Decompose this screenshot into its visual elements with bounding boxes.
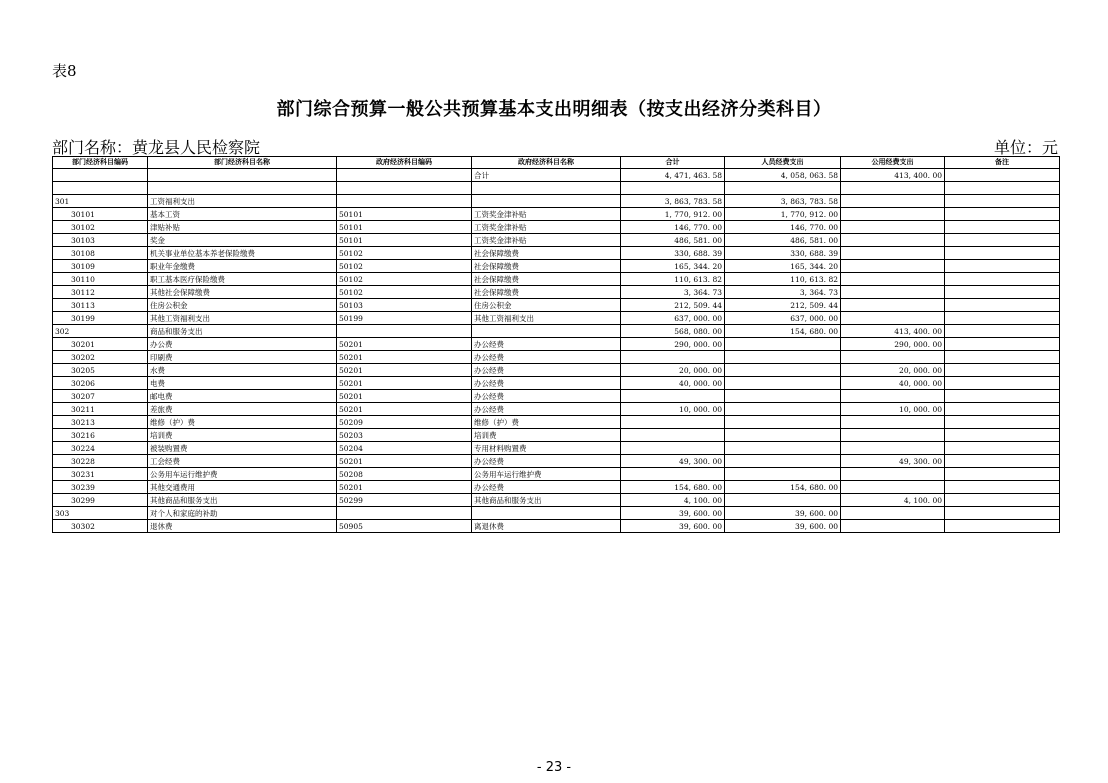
public-cell: [841, 416, 945, 429]
dept-name-cell: 公务用车运行维护费: [148, 468, 337, 481]
gov-name-cell: 社会保障缴费: [472, 260, 621, 273]
dept-code-cell: 30231: [53, 468, 148, 481]
gov-code-cell: 50102: [337, 247, 472, 260]
total-cell: [621, 468, 725, 481]
public-cell: 413, 400. 00: [841, 169, 945, 182]
public-cell: 40, 000. 00: [841, 377, 945, 390]
dept-name-cell: 邮电费: [148, 390, 337, 403]
total-cell: 568, 080. 00: [621, 325, 725, 338]
public-cell: 49, 300. 00: [841, 455, 945, 468]
total-cell: 154, 680. 00: [621, 481, 725, 494]
personnel-cell: [725, 494, 841, 507]
remarks-cell: [945, 351, 1060, 364]
remarks-cell: [945, 520, 1060, 533]
personnel-cell: 1, 770, 912. 00: [725, 208, 841, 221]
dept-code-cell: [53, 169, 148, 182]
personnel-cell: 110, 613. 82: [725, 273, 841, 286]
dept-name-cell: 工会经费: [148, 455, 337, 468]
remarks-cell: [945, 390, 1060, 403]
dept-name-cell: 奖金: [148, 234, 337, 247]
personnel-cell: [725, 377, 841, 390]
gov-name-cell: [472, 507, 621, 520]
expenditure-table: [52, 156, 1060, 533]
gov-code-cell: [337, 325, 472, 338]
col-header-personnel: 人员经费支出: [725, 157, 841, 169]
public-cell: [841, 182, 945, 195]
public-cell: [841, 247, 945, 260]
unit-label: 单位：元: [993, 138, 1058, 157]
col-header-gov-name: 政府经济科目名称: [472, 157, 621, 169]
gov-code-cell: [337, 169, 472, 182]
total-cell: [621, 416, 725, 429]
dept-name-cell: 其他交通费用: [148, 481, 337, 494]
gov-name-cell: 离退休费: [472, 520, 621, 533]
public-cell: [841, 312, 945, 325]
personnel-cell: [725, 442, 841, 455]
remarks-cell: [945, 182, 1060, 195]
remarks-cell: [945, 221, 1060, 234]
remarks-cell: [945, 455, 1060, 468]
gov-code-cell: 50101: [337, 208, 472, 221]
gov-name-cell: 办公经费: [472, 390, 621, 403]
table-row: [53, 273, 1060, 286]
table-row: [53, 325, 1060, 338]
gov-name-cell: 办公经费: [472, 364, 621, 377]
gov-code-cell: [337, 195, 472, 208]
gov-code-cell: 50201: [337, 351, 472, 364]
dept-name-cell: 退休费: [148, 520, 337, 533]
total-cell: [621, 351, 725, 364]
total-cell: [621, 182, 725, 195]
table-row: [53, 312, 1060, 325]
personnel-cell: [725, 416, 841, 429]
total-cell: [621, 429, 725, 442]
public-cell: [841, 481, 945, 494]
public-cell: 4, 100. 00: [841, 494, 945, 507]
total-cell: 637, 000. 00: [621, 312, 725, 325]
public-cell: 10, 000. 00: [841, 403, 945, 416]
personnel-cell: [725, 390, 841, 403]
gov-name-cell: 办公经费: [472, 481, 621, 494]
public-cell: [841, 234, 945, 247]
gov-name-cell: 办公经费: [472, 455, 621, 468]
public-cell: [841, 351, 945, 364]
personnel-cell: [725, 403, 841, 416]
remarks-cell: [945, 403, 1060, 416]
gov-name-cell: 住房公积金: [472, 299, 621, 312]
table-row: [53, 455, 1060, 468]
personnel-cell: 146, 770. 00: [725, 221, 841, 234]
page-number: - 23 -: [536, 760, 572, 775]
public-cell: [841, 390, 945, 403]
table-row: [53, 481, 1060, 494]
dept-name-cell: 对个人和家庭的补助: [148, 507, 337, 520]
personnel-cell: 154, 680. 00: [725, 481, 841, 494]
dept-code-cell: 301: [53, 195, 148, 208]
table-row: [53, 429, 1060, 442]
table-row: [53, 286, 1060, 299]
dept-code-cell: 30102: [53, 221, 148, 234]
public-cell: [841, 286, 945, 299]
dept-code-cell: 30113: [53, 299, 148, 312]
table-row: [53, 260, 1060, 273]
gov-code-cell: 50201: [337, 364, 472, 377]
public-cell: [841, 468, 945, 481]
personnel-cell: [725, 429, 841, 442]
table-row: [53, 169, 1060, 182]
dept-name-cell: 基本工资: [148, 208, 337, 221]
remarks-cell: [945, 364, 1060, 377]
table-row: [53, 416, 1060, 429]
gov-code-cell: 50204: [337, 442, 472, 455]
dept-name-cell: 差旅费: [148, 403, 337, 416]
remarks-cell: [945, 338, 1060, 351]
dept-code-cell: 30239: [53, 481, 148, 494]
dept-name-cell: 机关事业单位基本养老保险缴费: [148, 247, 337, 260]
table-row: [53, 247, 1060, 260]
dept-code-cell: 30101: [53, 208, 148, 221]
personnel-cell: [725, 338, 841, 351]
gov-name-cell: 工资奖金津补贴: [472, 221, 621, 234]
table-row: [53, 208, 1060, 221]
personnel-cell: 212, 509. 44: [725, 299, 841, 312]
dept-name-cell: 住房公积金: [148, 299, 337, 312]
dept-code-cell: 30103: [53, 234, 148, 247]
table-row: [53, 507, 1060, 520]
page-title: 部门综合预算一般公共预算基本支出明细表（按支出经济分类科目）: [276, 99, 832, 120]
dept-code-cell: 30224: [53, 442, 148, 455]
dept-code-cell: 30201: [53, 338, 148, 351]
personnel-cell: 165, 344. 20: [725, 260, 841, 273]
dept-code-cell: 303: [53, 507, 148, 520]
remarks-cell: [945, 481, 1060, 494]
gov-code-cell: 50201: [337, 377, 472, 390]
dept-name-cell: 办公费: [148, 338, 337, 351]
gov-name-cell: 办公经费: [472, 338, 621, 351]
gov-code-cell: 50102: [337, 273, 472, 286]
remarks-cell: [945, 377, 1060, 390]
gov-code-cell: 50103: [337, 299, 472, 312]
col-header-gov-code: 政府经济科目编码: [337, 157, 472, 169]
dept-code-cell: 30213: [53, 416, 148, 429]
total-cell: 165, 344. 20: [621, 260, 725, 273]
table-row: [53, 390, 1060, 403]
dept-code-cell: 30202: [53, 351, 148, 364]
personnel-cell: 4, 058, 063. 58: [725, 169, 841, 182]
gov-name-cell: [472, 325, 621, 338]
gov-code-cell: 50199: [337, 312, 472, 325]
personnel-cell: [725, 182, 841, 195]
total-cell: 49, 300. 00: [621, 455, 725, 468]
dept-name-cell: 水费: [148, 364, 337, 377]
public-cell: [841, 208, 945, 221]
total-cell: 3, 364. 73: [621, 286, 725, 299]
public-cell: 413, 400. 00: [841, 325, 945, 338]
table-row: [53, 351, 1060, 364]
total-cell: 486, 581. 00: [621, 234, 725, 247]
dept-code-cell: 302: [53, 325, 148, 338]
total-cell: 4, 100. 00: [621, 494, 725, 507]
public-cell: [841, 273, 945, 286]
public-cell: [841, 520, 945, 533]
personnel-cell: [725, 468, 841, 481]
col-header-remarks: 备注: [945, 157, 1060, 169]
public-cell: [841, 442, 945, 455]
gov-code-cell: 50299: [337, 494, 472, 507]
dept-code-cell: 30206: [53, 377, 148, 390]
dept-name-cell: 被装购置费: [148, 442, 337, 455]
total-cell: 3, 863, 783. 58: [621, 195, 725, 208]
gov-code-cell: 50102: [337, 260, 472, 273]
public-cell: [841, 195, 945, 208]
table-row: [53, 442, 1060, 455]
dept-code-cell: 30228: [53, 455, 148, 468]
col-header-public: 公用经费支出: [841, 157, 945, 169]
dept-code-cell: 30199: [53, 312, 148, 325]
total-cell: 290, 000. 00: [621, 338, 725, 351]
dept-code-cell: 30109: [53, 260, 148, 273]
gov-code-cell: 50201: [337, 403, 472, 416]
dept-code-cell: 30205: [53, 364, 148, 377]
gov-name-cell: 办公经费: [472, 377, 621, 390]
dept-code-cell: 30211: [53, 403, 148, 416]
dept-name-cell: 津贴补贴: [148, 221, 337, 234]
gov-code-cell: 50209: [337, 416, 472, 429]
dept-name-cell: 电费: [148, 377, 337, 390]
personnel-cell: 39, 600. 00: [725, 507, 841, 520]
table-body: [53, 169, 1060, 533]
gov-code-cell: 50201: [337, 455, 472, 468]
public-cell: 20, 000. 00: [841, 364, 945, 377]
dept-code-cell: 30302: [53, 520, 148, 533]
table-row: [53, 494, 1060, 507]
dept-code-cell: 30216: [53, 429, 148, 442]
gov-code-cell: 50201: [337, 338, 472, 351]
total-cell: 1, 770, 912. 00: [621, 208, 725, 221]
total-cell: [621, 442, 725, 455]
gov-code-cell: 50203: [337, 429, 472, 442]
gov-code-cell: 50101: [337, 234, 472, 247]
total-cell: 330, 688. 39: [621, 247, 725, 260]
total-cell: 10, 000. 00: [621, 403, 725, 416]
personnel-cell: 3, 863, 783. 58: [725, 195, 841, 208]
gov-name-cell: 其他商品和服务支出: [472, 494, 621, 507]
dept-code-cell: 30110: [53, 273, 148, 286]
department-name: 部门名称：黄龙县人民检察院: [52, 138, 261, 157]
dept-code-cell: 30112: [53, 286, 148, 299]
gov-name-cell: 工资奖金津补贴: [472, 208, 621, 221]
gov-name-cell: 其他工资福利支出: [472, 312, 621, 325]
total-cell: 212, 509. 44: [621, 299, 725, 312]
remarks-cell: [945, 507, 1060, 520]
dept-name-cell: 印刷费: [148, 351, 337, 364]
gov-name-cell: 公务用车运行维护费: [472, 468, 621, 481]
public-cell: 290, 000. 00: [841, 338, 945, 351]
dept-name-cell: 其他商品和服务支出: [148, 494, 337, 507]
remarks-cell: [945, 299, 1060, 312]
dept-code-cell: 30108: [53, 247, 148, 260]
table-row: [53, 520, 1060, 533]
table-row: [53, 403, 1060, 416]
personnel-cell: 154, 680. 00: [725, 325, 841, 338]
gov-code-cell: 50905: [337, 520, 472, 533]
total-cell: 4, 471, 463. 58: [621, 169, 725, 182]
public-cell: [841, 221, 945, 234]
remarks-cell: [945, 260, 1060, 273]
remarks-cell: [945, 312, 1060, 325]
personnel-cell: [725, 364, 841, 377]
total-cell: 39, 600. 00: [621, 520, 725, 533]
gov-name-cell: [472, 195, 621, 208]
table-header-row: [53, 157, 1060, 169]
remarks-cell: [945, 169, 1060, 182]
table-row: [53, 299, 1060, 312]
public-cell: [841, 429, 945, 442]
dept-code-cell: [53, 182, 148, 195]
dept-name-cell: 其他社会保障缴费: [148, 286, 337, 299]
remarks-cell: [945, 468, 1060, 481]
dept-name-cell: [148, 182, 337, 195]
table-row: [53, 234, 1060, 247]
table-row: [53, 182, 1060, 195]
dept-name-cell: 维修（护）费: [148, 416, 337, 429]
personnel-cell: 486, 581. 00: [725, 234, 841, 247]
personnel-cell: 330, 688. 39: [725, 247, 841, 260]
table-row: [53, 221, 1060, 234]
dept-name-cell: 职工基本医疗保险缴费: [148, 273, 337, 286]
dept-name-cell: 培训费: [148, 429, 337, 442]
remarks-cell: [945, 286, 1060, 299]
gov-code-cell: 50101: [337, 221, 472, 234]
gov-name-cell: 合计: [472, 169, 621, 182]
gov-code-cell: 50208: [337, 468, 472, 481]
total-cell: 40, 000. 00: [621, 377, 725, 390]
remarks-cell: [945, 247, 1060, 260]
remarks-cell: [945, 325, 1060, 338]
gov-name-cell: 专用材料购置费: [472, 442, 621, 455]
remarks-cell: [945, 208, 1060, 221]
public-cell: [841, 260, 945, 273]
gov-name-cell: [472, 182, 621, 195]
total-cell: 110, 613. 82: [621, 273, 725, 286]
table-number: 表8: [52, 62, 77, 80]
gov-code-cell: [337, 507, 472, 520]
public-cell: [841, 507, 945, 520]
table-row: [53, 338, 1060, 351]
total-cell: 39, 600. 00: [621, 507, 725, 520]
personnel-cell: 637, 000. 00: [725, 312, 841, 325]
remarks-cell: [945, 442, 1060, 455]
gov-name-cell: 社会保障缴费: [472, 247, 621, 260]
gov-code-cell: 50102: [337, 286, 472, 299]
gov-name-cell: 办公经费: [472, 351, 621, 364]
remarks-cell: [945, 195, 1060, 208]
remarks-cell: [945, 429, 1060, 442]
dept-code-cell: 30299: [53, 494, 148, 507]
personnel-cell: [725, 455, 841, 468]
table-row: [53, 468, 1060, 481]
table-row: [53, 195, 1060, 208]
personnel-cell: [725, 351, 841, 364]
remarks-cell: [945, 494, 1060, 507]
remarks-cell: [945, 234, 1060, 247]
col-header-total: 合计: [621, 157, 725, 169]
gov-name-cell: 办公经费: [472, 403, 621, 416]
gov-code-cell: 50201: [337, 481, 472, 494]
gov-name-cell: 维修（护）费: [472, 416, 621, 429]
remarks-cell: [945, 273, 1060, 286]
gov-code-cell: [337, 182, 472, 195]
public-cell: [841, 299, 945, 312]
gov-code-cell: 50201: [337, 390, 472, 403]
dept-name-cell: [148, 169, 337, 182]
dept-code-cell: 30207: [53, 390, 148, 403]
table-row: [53, 377, 1060, 390]
total-cell: 20, 000. 00: [621, 364, 725, 377]
total-cell: 146, 770. 00: [621, 221, 725, 234]
dept-name-cell: 商品和服务支出: [148, 325, 337, 338]
remarks-cell: [945, 416, 1060, 429]
col-header-dept-name: 部门经济科目名称: [148, 157, 337, 169]
gov-name-cell: 社会保障缴费: [472, 286, 621, 299]
dept-name-cell: 其他工资福利支出: [148, 312, 337, 325]
gov-name-cell: 培训费: [472, 429, 621, 442]
gov-name-cell: 社会保障缴费: [472, 273, 621, 286]
total-cell: [621, 390, 725, 403]
gov-name-cell: 工资奖金津补贴: [472, 234, 621, 247]
dept-name-cell: 工资福利支出: [148, 195, 337, 208]
table-row: [53, 364, 1060, 377]
dept-name-cell: 职业年金缴费: [148, 260, 337, 273]
col-header-dept-code: 部门经济科目编码: [53, 157, 148, 169]
personnel-cell: 3, 364. 73: [725, 286, 841, 299]
personnel-cell: 39, 600. 00: [725, 520, 841, 533]
